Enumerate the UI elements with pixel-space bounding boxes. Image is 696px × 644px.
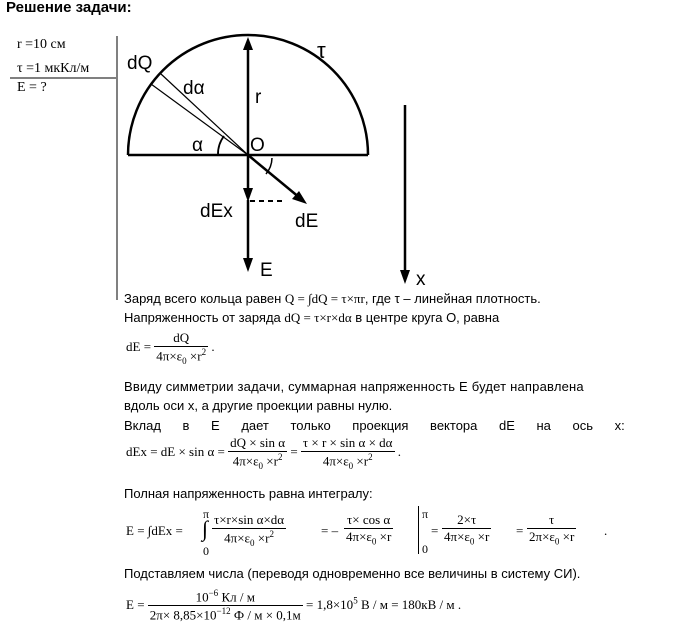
final-res-b: В / м = 180кВ / м . bbox=[357, 596, 462, 612]
dEx-f2-den-sub: 0 bbox=[348, 460, 354, 471]
final-numerator bbox=[148, 588, 303, 606]
final-res-sup: 5 bbox=[353, 595, 358, 606]
dE-formula bbox=[126, 330, 215, 366]
charge-line bbox=[124, 291, 541, 307]
dEx-formula bbox=[126, 435, 401, 471]
tension-line bbox=[124, 310, 499, 326]
dEx-f1-den-a: 4π×ε bbox=[232, 453, 259, 469]
charge-text-a: Заряд всего кольца равен bbox=[124, 291, 285, 306]
int-f1-denominator bbox=[212, 529, 286, 548]
int-f4-den-sub: 0 bbox=[554, 536, 560, 547]
dE-end: . bbox=[211, 338, 215, 354]
dE-den-sub: 0 bbox=[182, 355, 187, 366]
int-f4-denominator bbox=[527, 529, 576, 547]
int-lower: 0 bbox=[203, 544, 209, 558]
int-f1-den-b: ×r bbox=[254, 530, 270, 546]
eval-bar bbox=[418, 506, 419, 554]
label-dQ: dQ bbox=[127, 53, 153, 74]
dE-vector bbox=[248, 155, 300, 198]
dE-denominator bbox=[154, 347, 208, 366]
dEx-f2-denominator bbox=[301, 452, 395, 471]
int-f2-numerator: τ× cos α bbox=[344, 512, 393, 529]
int-f2-denominator bbox=[344, 529, 393, 547]
int-fraction-2 bbox=[344, 512, 393, 547]
dEx-f2-numerator: τ × r × sin α × dα bbox=[302, 435, 393, 450]
int-dot: . bbox=[604, 523, 608, 538]
dEx-f1-denominator bbox=[228, 452, 287, 471]
int-f1-den-a: 4π×ε bbox=[224, 530, 251, 546]
eval-lower: 0 bbox=[422, 542, 428, 556]
alpha-arc bbox=[218, 136, 224, 155]
int-fraction-4 bbox=[527, 512, 576, 547]
int-f1-numerator: τ×r×sin α×dα bbox=[214, 512, 285, 527]
int-upper: π bbox=[203, 507, 210, 521]
final-lhs: E = bbox=[126, 596, 145, 612]
dEx-f1-den-sub: 0 bbox=[258, 460, 264, 471]
int-f2-den-a: 4π×ε bbox=[346, 529, 372, 544]
dEx-dot: . bbox=[397, 443, 401, 459]
int-eq-1: = bbox=[431, 523, 439, 538]
int-eq-2: = bbox=[516, 523, 524, 538]
final-num-a: 10 bbox=[195, 589, 209, 605]
dEx-f1-den-b: ×r bbox=[263, 453, 278, 469]
int-f4-den-a: 2π×ε bbox=[529, 529, 555, 544]
int-f3-den-a: 4π×ε bbox=[444, 529, 470, 544]
dEx-f1-den-sup: 2 bbox=[277, 452, 283, 462]
tension-text-b: в центре круга О, равна bbox=[351, 310, 500, 325]
dEx-arrowhead bbox=[243, 188, 253, 202]
dE-numerator: dQ bbox=[154, 330, 208, 347]
charge-text-b: , где τ – линейная плотность. bbox=[364, 291, 541, 306]
label-r: r bbox=[255, 87, 262, 108]
total-line: Полная напряженность равна интегралу: bbox=[124, 486, 373, 501]
final-den-b: Ф / м × 0,1м bbox=[230, 607, 301, 623]
label-x: x bbox=[416, 269, 426, 290]
charge-formula: Q = ∫dQ = τ×πr bbox=[284, 291, 365, 306]
label-dEx: dEx bbox=[200, 201, 233, 222]
dEx-f2-den-b: ×r bbox=[353, 453, 369, 469]
label-alpha: α bbox=[192, 135, 203, 156]
given-find: E = ? bbox=[17, 80, 47, 95]
int-fraction-3 bbox=[442, 512, 491, 547]
tension-formula: dQ = τ×r×dα bbox=[284, 310, 352, 325]
int-f2-den-sub: 0 bbox=[371, 536, 377, 547]
final-den-sup: −12 bbox=[216, 606, 231, 617]
int-f3-numerator: 2×τ bbox=[442, 512, 491, 529]
tension-text-a: Напряженность от заряда bbox=[124, 310, 285, 325]
final-res-a: = 1,8×10 bbox=[306, 596, 354, 612]
dE-fraction bbox=[154, 330, 208, 366]
dEx-eq: = bbox=[290, 443, 298, 459]
int-f3-den-sub: 0 bbox=[469, 536, 475, 547]
dEx-f2-den-sup: 2 bbox=[368, 452, 373, 462]
int-f3-den-b: ×r bbox=[474, 529, 490, 544]
final-formula bbox=[126, 588, 461, 624]
dEx-f1-numerator: dQ × sin α bbox=[230, 435, 286, 450]
E-arrowhead bbox=[243, 258, 253, 272]
symmetry-line-2: вдоль оси x, а другие проекции равны нулю. bbox=[124, 398, 393, 413]
dE-lhs: dE = bbox=[126, 338, 152, 354]
given-radius: r =10 см bbox=[17, 37, 66, 52]
dEx-fraction-2 bbox=[301, 435, 395, 471]
page-title: Решение задачи: bbox=[6, 0, 132, 16]
dE-den-b: ×r bbox=[186, 348, 202, 364]
final-num-sup: −6 bbox=[208, 588, 219, 598]
final-fraction bbox=[148, 588, 303, 624]
x-axis-arrowhead bbox=[400, 270, 410, 284]
eval-upper: π bbox=[422, 507, 429, 521]
symmetry-line-1: Ввиду симметрии задачи, суммарная напряженность E будет направлена bbox=[124, 379, 584, 394]
dEx-lhs: dEx = dE × sin α = bbox=[126, 443, 225, 459]
int-fraction-1 bbox=[212, 512, 286, 548]
radius-arrowhead bbox=[243, 37, 253, 50]
label-O: O bbox=[250, 135, 265, 156]
dE-den-sup: 2 bbox=[201, 347, 207, 357]
given-tau: τ =1 мкКл/м bbox=[17, 61, 90, 76]
contrib-line: Вклад в E дает только проекция вектора dE на ось x: bbox=[124, 418, 625, 433]
final-num-b: Кл / м bbox=[218, 589, 255, 605]
final-den-a: 2π× 8,85×10 bbox=[149, 607, 217, 623]
int-f4-numerator: τ bbox=[527, 512, 576, 529]
label-E: E bbox=[260, 260, 273, 281]
final-result bbox=[306, 597, 461, 612]
geometry-figure bbox=[0, 0, 696, 300]
int-f1-den-sup: 2 bbox=[269, 529, 274, 539]
label-dE: dE bbox=[295, 211, 319, 232]
dE-den-a: 4π×ε bbox=[156, 348, 183, 364]
int-mid: = – bbox=[321, 523, 339, 538]
final-denominator bbox=[148, 606, 303, 623]
substitute-line: Подставляем числа (переводя одновременно все величины в систему СИ). bbox=[124, 566, 581, 581]
label-dalpha: dα bbox=[183, 78, 205, 99]
label-tau: τ bbox=[317, 38, 326, 63]
int-f4-den-b: ×r bbox=[559, 529, 575, 544]
dEx-fraction-1 bbox=[228, 435, 287, 471]
int-lhs: E = ∫dEx = bbox=[126, 523, 183, 538]
int-f2-den-b: ×r bbox=[376, 529, 392, 544]
dEx-f2-den-a: 4π×ε bbox=[322, 453, 349, 469]
int-f1-den-sub: 0 bbox=[250, 537, 255, 548]
int-f3-denominator bbox=[442, 529, 491, 547]
int-sign: ∫ bbox=[202, 516, 209, 541]
